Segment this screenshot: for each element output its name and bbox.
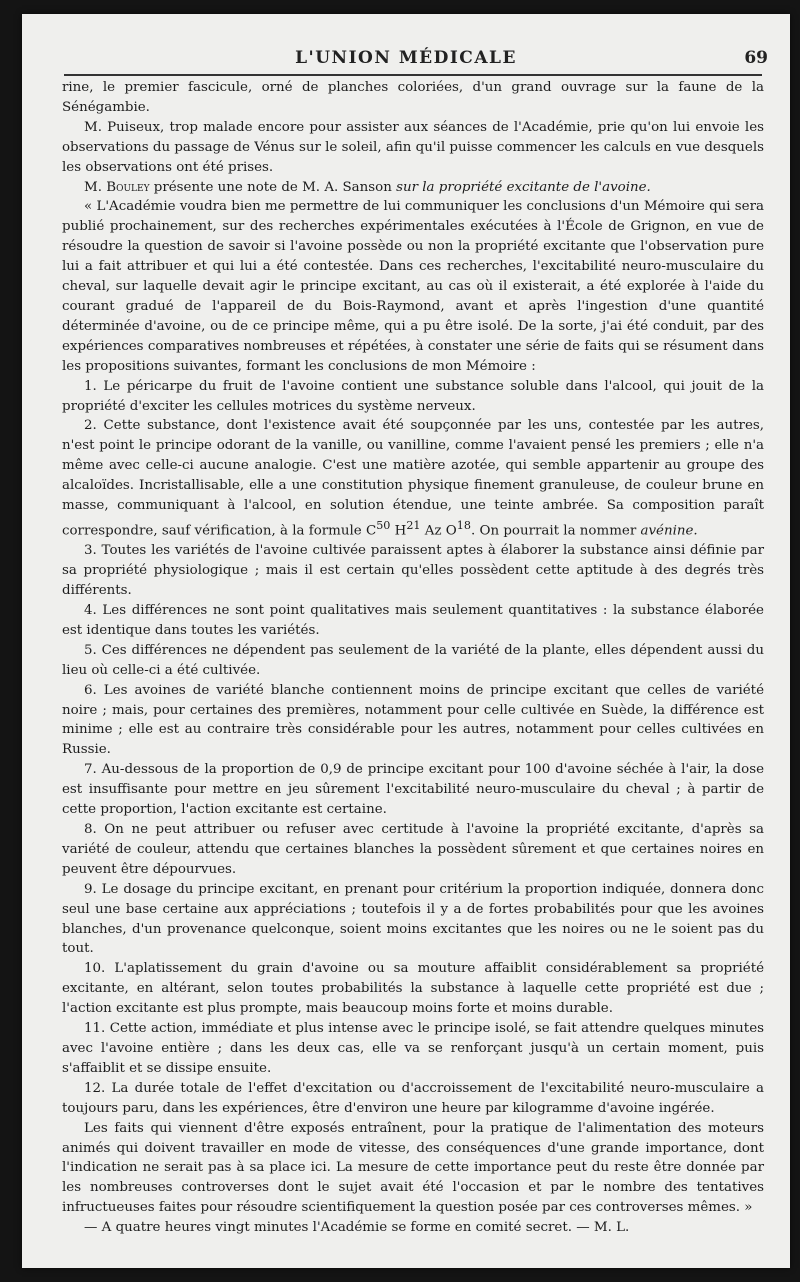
running-title: L'UNION MÉDICALE xyxy=(295,48,517,68)
bouley-name: Bouley xyxy=(106,179,150,195)
closing-paragraph: Les faits qui viennent d'être exposés entraînent, pour la pratique de l'alimentation des moteurs animés qui doivent travailler en mode de vitesse, des conséquences d'une grande importance, dont l'indication ne serait pas à sa place ici. La mesure de cette importance peut du reste être donnée par les nombreuses controverses dont le sujet avait été l'occasion et par le nombre des tentatives infructueuses faites pour résoudre scientifiquement la question posée par ces controverses mêmes. » xyxy=(62,1120,764,1216)
conclusion-item: 7. Au-dessous de la proportion de 0,9 de principe excitant pour 100 d'avoine séchée à l'air, la dose est insuffisante pour mettre en jeu sûrement l'excitabilité neuro-musculaire du cheval ; à partir de cette proportion, l'action excitante est certaine. xyxy=(62,762,764,818)
bouley-paragraph xyxy=(62,178,764,198)
conclusion-item: 8. On ne peut attribuer ou refuser avec certitude à l'avoine la propriété excitante, d'après sa variété de couleur, attendu que certaines blanches la possèdent sûrement et que certaines noires en peuvent être dépourvues. xyxy=(62,822,764,877)
signoff-line: — A quatre heures vingt minutes l'Académie se forme en comité secret. — M. L. xyxy=(84,1220,630,1236)
formula-c: C xyxy=(365,523,377,539)
conclusion-item: 12. La durée totale de l'effet d'excitation ou d'accroissement de l'excitabilité neuro-musculaire a toujours paru, dans les expériences, être d'environ une heure par kilogramme d'avoine ingérée. xyxy=(62,1080,764,1116)
substance-name: avénine. xyxy=(640,523,698,539)
conclusion-item xyxy=(62,416,764,541)
header-rule xyxy=(64,74,762,76)
page-header xyxy=(22,32,790,72)
formula-after: . On pourrait la nommer xyxy=(470,523,641,539)
conclusion-item: 9. Le dosage du principe excitant, en prenant pour critérium la proportion indiquée, donnera donc seul une base certaine aux appréciations ; toutefois il y a de fortes probabilités pour que les avoines blanches, d'un provenance quelconque, soient moins excitantes que les noires ou ne le soient pas du tout. xyxy=(62,881,764,957)
conclusion-text: 2. Cette substance, dont l'existence avait été soupçonnée par les uns, contestée par les autres, n'est point le principe odorant de la vanille, ou vanilline, comme l'avaient pensé les premiers ; elle n'a même avec celle-ci aucune analogie. C'est une matière azotée, qui semble appartenir au groupe des alcaloïdes. Incristallisable, elle a une constitution physique finement granuleuse, de couleur brune en masse, communiquant à l'alcool, en solution étendue, une teinte ambrée. Sa composition paraît correspondre, sauf vérification, à la formule xyxy=(62,418,764,539)
article-body xyxy=(62,78,764,1238)
intro-paragraph: M. Puiseux, trop malade encore pour assister aux séances de l'Académie, prie qu'on lui envoie les observations du passage de Vénus sur le soleil, afin qu'il puisse commencer les calculs en vue desquels les observations ont été prises. xyxy=(62,119,764,175)
formula-h-exponent: 21 xyxy=(406,518,421,532)
formula-az: Az O xyxy=(420,523,457,539)
bouley-title: sur la propriété excitante de l'avoine. xyxy=(396,179,651,195)
conclusion-item: 5. Ces différences ne dépendent pas seulement de la variété de la plante, elles dépendent aussi du lieu où celle-ci a été cultivée. xyxy=(62,642,764,678)
bouley-prefix: M. xyxy=(84,179,107,195)
formula-o-exponent: 18 xyxy=(456,518,471,532)
conclusion-item: 6. Les avoines de variété blanche contiennent moins de principe excitant que celles de variété noire ; mais, pour certaines des premières, notamment pour celle cultivée en Suède, la différence est minime ; elle est au contraire très considérable pour les autres, notamment pour celles cultivées en Russie. xyxy=(62,682,764,758)
formula-h: H xyxy=(390,523,407,539)
conclusion-item: 1. Le péricarpe du fruit de l'avoine contient une substance soluble dans l'alcool, qui jouit de la propriété d'exciter les cellules motrices du système nerveux. xyxy=(62,378,764,414)
quote-intro: « L'Académie voudra bien me permettre de lui communiquer les conclusions d'un Mémoire qui sera publié prochainement, sur des recherches expérimentales exécutées à l'École de Grignon, en vue de résoudre la question de savoir si l'avoine possède ou non la propriété excitante que l'observation pure lui a fait attribuer et qui lui a été contestée. Dans ces recherches, l'excitabilité neuro-musculaire du cheval, sur laquelle devait agir le principe excitant, au cas où il existerait, a été explorée à l'aide du courant gradué de l'appareil de du Bois-Raymond, avant et après l'ingestion d'une quantité déterminée d'avoine, ou de ce principe même, qui a pu être isolé. De la sorte, j'ai été conduit, par des expériences comparatives nombreuses et répétées, à constater une série de faits qui se résument dans les propositions suivantes, formant les conclusions de mon Mémoire : xyxy=(62,199,764,374)
conclusion-item: 3. Toutes les variétés de l'avoine cultivée paraissent aptes à élaborer la substance ainsi définie par sa propriété physiologique ; mais il est certain qu'elles possèdent cette aptitude à des degrés très différents. xyxy=(62,543,764,599)
formula-c-exponent: 50 xyxy=(376,518,391,532)
journal-page xyxy=(22,14,790,1268)
page-number: 69 xyxy=(744,48,768,68)
bouley-middle: présente une note de M. A. Sanson xyxy=(149,179,397,195)
intro-paragraph: rine, le premier fascicule, orné de planches coloriées, d'un grand ouvrage sur la faune de la Sénégambie. xyxy=(62,80,764,115)
conclusion-item: 11. Cette action, immédiate et plus intense avec le principe isolé, se fait attendre quelques minutes avec l'avoine entière ; dans les deux cas, elle va se renforçant jusqu'à un certain moment, puis s'affaiblit et se dissipe ensuite. xyxy=(62,1021,764,1076)
conclusion-item: 4. Les différences ne sont point qualitatives mais seulement quantitatives : la substance élaborée est identique dans toutes les variétés. xyxy=(62,603,764,638)
conclusion-item: 10. L'aplatissement du grain d'avoine ou sa mouture affaiblit considérablement sa propriété excitante, en altérant, selon toutes probabilités la substance à laquelle cette propriété est due ; l'action excitante est plus prompte, mais beaucoup moins forte et moins durable. xyxy=(62,961,764,1017)
